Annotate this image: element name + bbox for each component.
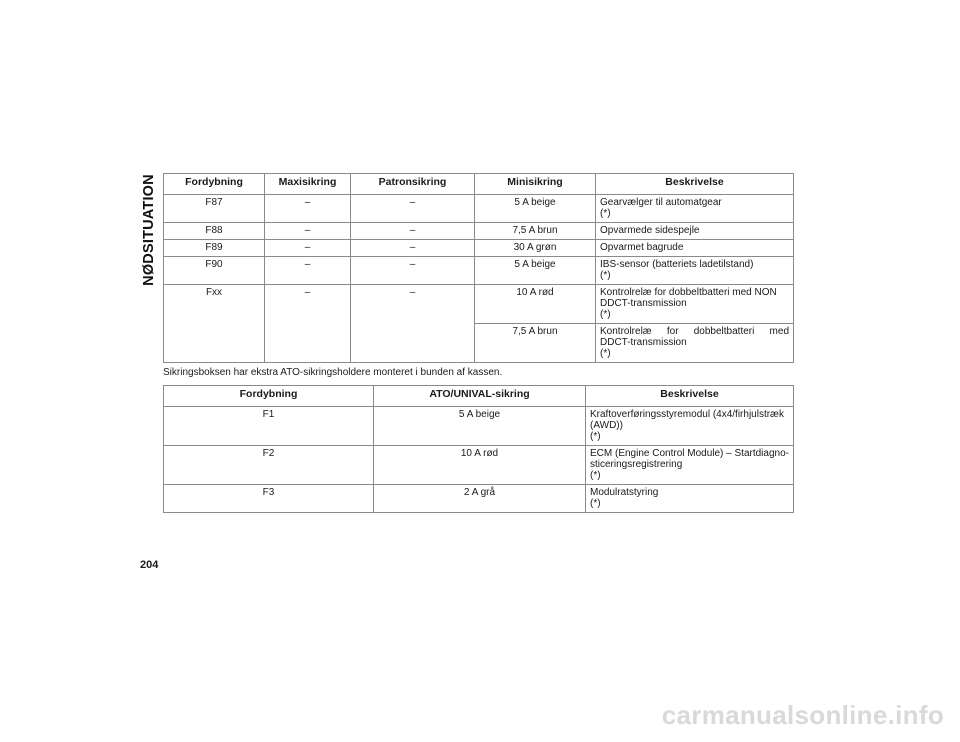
- cell-patron: –: [351, 223, 475, 240]
- table-row: [164, 285, 794, 324]
- desc-word: Kontrolrelæ: [600, 326, 652, 337]
- cell-description: [596, 240, 794, 257]
- cell-description: [596, 257, 794, 285]
- cell-sikring: 5 A beige: [374, 407, 586, 446]
- table-row: [164, 240, 794, 257]
- cell-sikring: 2 A grå: [374, 485, 586, 513]
- desc-word: med: [769, 326, 789, 337]
- header-ato-unival: ATO/UNIVAL-sikring: [374, 386, 586, 407]
- desc-line: sticeringsregistrering: [590, 459, 683, 470]
- table-row: [164, 407, 794, 446]
- cell-mini: 10 A rød: [475, 285, 596, 324]
- cell-fordybning: Fxx: [164, 285, 265, 363]
- desc-line: ECM (Engine Control Module) – Startdiagno-: [590, 448, 789, 459]
- table-row: [164, 223, 794, 240]
- desc-line: (*): [600, 270, 611, 281]
- table-header-row: [164, 386, 794, 407]
- header-beskrivelse: Beskrivelse: [596, 174, 794, 195]
- cell-patron: –: [351, 257, 475, 285]
- cell-mini: 5 A beige: [475, 195, 596, 223]
- fuse-table-main: [163, 173, 794, 363]
- desc-line: IBS-sensor (batteriets ladetilstand): [600, 259, 754, 270]
- cell-description: [596, 285, 794, 324]
- cell-fordybning: F88: [164, 223, 265, 240]
- header-patronsikring: Patronsikring: [351, 174, 475, 195]
- desc-line: (*): [590, 431, 601, 442]
- section-side-title: NØDSITUATION: [141, 174, 157, 286]
- desc-line: Kraftoverføringsstyremodul (4x4/firhjulstræk: [590, 409, 784, 420]
- desc-line: Gearvælger til automatgear: [600, 197, 722, 208]
- desc-line: (*): [590, 470, 601, 481]
- header-minisikring: Minisikring: [475, 174, 596, 195]
- cell-mini: 5 A beige: [475, 257, 596, 285]
- cell-description: [586, 485, 794, 513]
- header-maxisikring: Maxisikring: [265, 174, 351, 195]
- cell-maxi: –: [265, 240, 351, 257]
- desc-line: (*): [600, 348, 611, 359]
- page-number: 204: [140, 559, 159, 571]
- desc-line: Kontrolrelæ for dobbeltbatteri med NON: [600, 287, 777, 298]
- cell-mini: 7,5 A brun: [475, 223, 596, 240]
- cell-patron: –: [351, 195, 475, 223]
- cell-description: [586, 407, 794, 446]
- table-row: [164, 257, 794, 285]
- cell-fordybning: F90: [164, 257, 265, 285]
- cell-maxi: –: [265, 257, 351, 285]
- cell-patron: –: [351, 285, 475, 363]
- cell-fordybning: F89: [164, 240, 265, 257]
- cell-description: [586, 446, 794, 485]
- watermark-text: carmanualsonline.info: [661, 700, 944, 730]
- cell-maxi: –: [265, 285, 351, 363]
- cell-description: [596, 324, 794, 363]
- header-fordybning: Fordybning: [164, 386, 374, 407]
- desc-line: DDCT-transmission: [600, 298, 687, 309]
- desc-line: (*): [590, 498, 601, 509]
- header-beskrivelse: Beskrivelse: [586, 386, 794, 407]
- desc-line: DDCT-transmission: [600, 337, 687, 348]
- header-fordybning: Fordybning: [164, 174, 265, 195]
- cell-fordybning: F3: [164, 485, 374, 513]
- cell-maxi: –: [265, 195, 351, 223]
- cell-mini: 30 A grøn: [475, 240, 596, 257]
- table-header-row: [164, 174, 794, 195]
- table-row: [164, 485, 794, 513]
- table-row: [164, 446, 794, 485]
- cell-fordybning: F1: [164, 407, 374, 446]
- desc-word: dobbeltbatteri: [693, 326, 755, 337]
- fuse-table-ato: [163, 385, 794, 513]
- desc-line: (AWD)): [590, 420, 623, 431]
- cell-sikring: 10 A rød: [374, 446, 586, 485]
- desc-line: Opvarmede sidespejle: [600, 225, 700, 236]
- cell-fordybning: F2: [164, 446, 374, 485]
- desc-word: for: [666, 326, 679, 337]
- cell-description: [596, 195, 794, 223]
- table-row: [164, 195, 794, 223]
- cell-mini: 7,5 A brun: [475, 324, 596, 363]
- cell-maxi: –: [265, 223, 351, 240]
- cell-description: [596, 223, 794, 240]
- note-text: Sikringsboksen har ekstra ATO-sikringsholdere monteret i bunden af kassen.: [163, 367, 503, 378]
- cell-fordybning: F87: [164, 195, 265, 223]
- cell-patron: –: [351, 240, 475, 257]
- desc-line: [600, 326, 789, 337]
- desc-line: Opvarmet bagrude: [600, 242, 684, 253]
- desc-line: Modulratstyring: [590, 487, 659, 498]
- desc-line: (*): [600, 309, 611, 320]
- desc-line: (*): [600, 208, 611, 219]
